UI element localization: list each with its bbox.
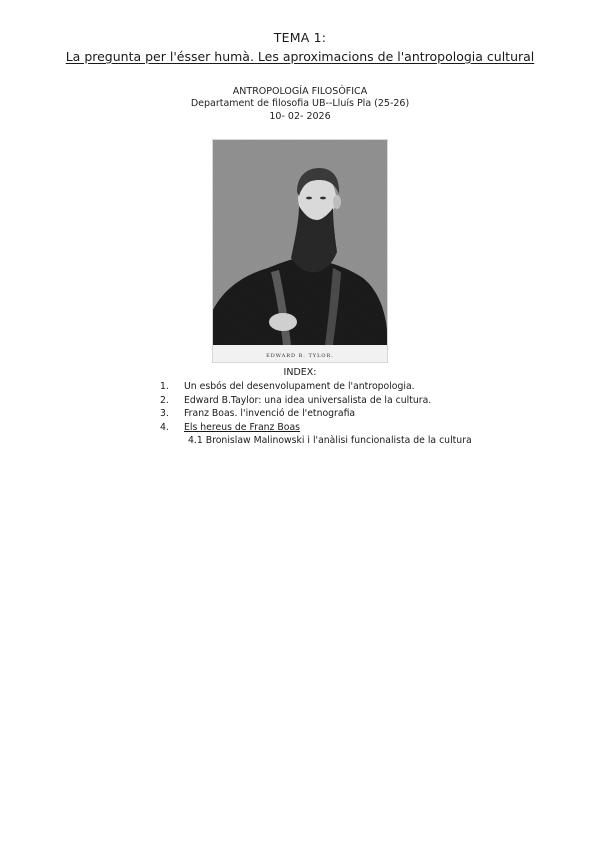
document-title: TEMA 1: <box>273 30 327 45</box>
toc-item-label: Edward B.Taylor: una idea universalista de la cultura. <box>184 394 432 406</box>
portrait-caption: EDWARD B. TYLOR. <box>266 353 334 359</box>
portrait-image <box>212 139 388 363</box>
index-heading: INDEX: <box>283 367 317 378</box>
toc-item-number: 1. <box>160 381 169 392</box>
toc-item-number: 3. <box>160 408 169 419</box>
course-name: ANTROPOLOGÍA FILOSÒFICA <box>232 86 368 97</box>
toc-item-number: 2. <box>160 394 169 406</box>
portrait-engraving <box>213 140 387 362</box>
document-date: 10- 02- 2026 <box>269 111 331 122</box>
toc-item-label: Un esbós del desenvolupament de l'antropologia. <box>184 381 415 392</box>
toc-item-label: Franz Boas. l'invenció de l'etnografia <box>184 408 356 419</box>
document-subtitle: La pregunta per l'ésser humà. Les aproximacions de l'antropologia cultural <box>65 49 535 64</box>
toc-item-number: 4. <box>160 421 169 433</box>
toc-item-link[interactable]: Els hereus de Franz Boas <box>184 421 300 433</box>
department-line: Departament de filosofia UB--Lluís Pla (25-26) <box>190 98 410 109</box>
toc-subitem-label: 4.1 Bronislaw Malinowski i l'anàlisi funcionalista de la cultura <box>188 435 472 446</box>
